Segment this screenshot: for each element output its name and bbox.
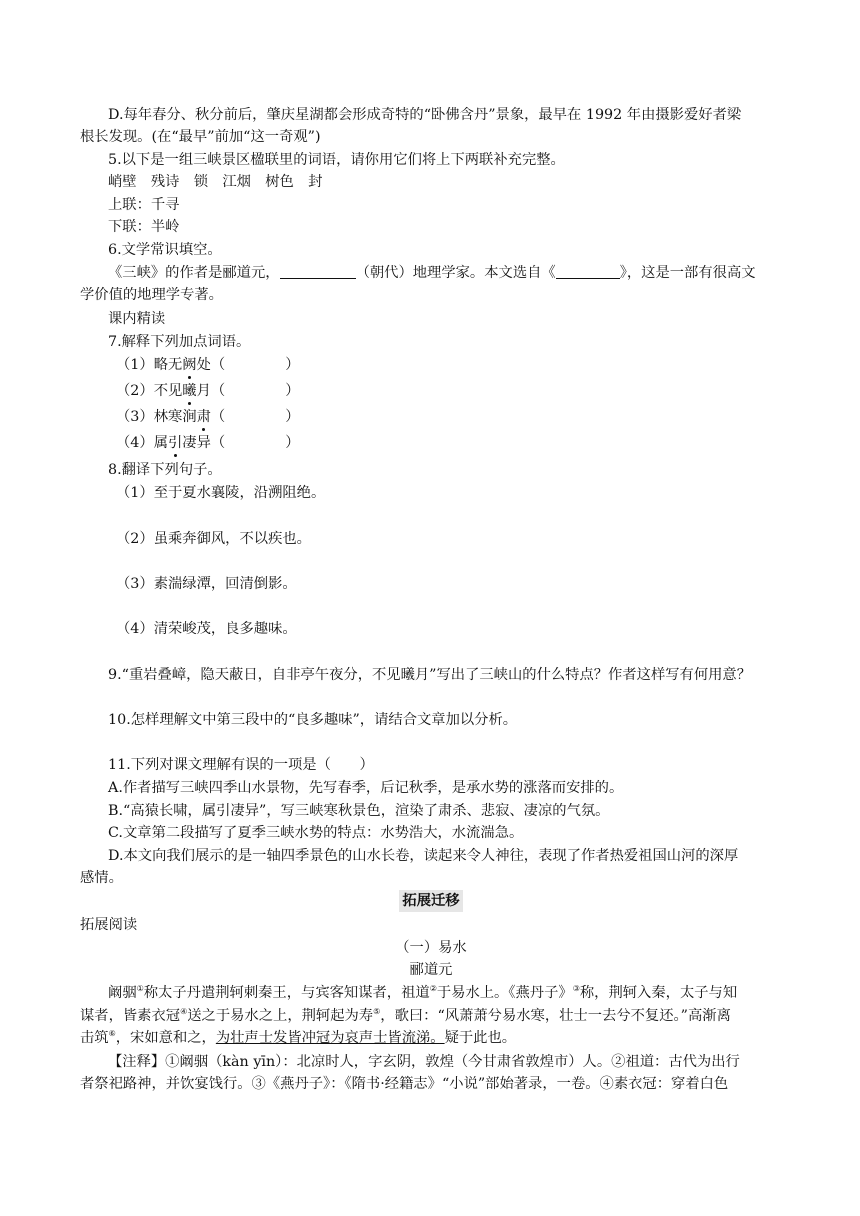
option-d-line2: 根长发现。(在“最早”前加“这一奇观”) xyxy=(80,129,321,145)
q8-item-1: （1）至于夏水襄陵，沿溯阻绝。 xyxy=(116,485,326,501)
q5-words: 峭壁 残诗 锁 江烟 树色 封 xyxy=(108,174,323,190)
book-title-blank[interactable] xyxy=(556,264,620,279)
option-d-line1: D.每年春分、秋分前后，肇庆星湖都会形成奇特的“卧佛含丹”景象，最早在 1992 年由摄影爱好者梁 xyxy=(108,107,742,123)
passage-line2: 谋者，皆素衣冠④送之于易水之上，荆轲起为寿⑤，歌曰：“风萧萧兮易水寒，壮士一去兮不复还。”高渐离 xyxy=(80,1007,731,1024)
q11-option-a: A.作者描写三峡四季山水景物，先写春季，后记秋季，是承水势的涨落而安排的。 xyxy=(108,780,624,796)
dotted-character: 肃 xyxy=(197,406,211,428)
dotted-character: 曦 xyxy=(182,380,196,402)
q8-item-4: （4）清荣峻茂，良多趣味。 xyxy=(116,621,297,637)
q11-stem: 11.下列对课文理解有误的一项是（ ） xyxy=(108,757,374,773)
dotted-character: 引 xyxy=(168,432,182,454)
q8-item-2: （2）虽乘奔御风，不以疾也。 xyxy=(116,531,311,547)
section-label-in-class: 课内精读 xyxy=(108,311,166,327)
q6-line2: 学价值的地理学专著。 xyxy=(80,287,223,303)
q10: 10.怎样理解文中第三段中的“良多趣味”，请结合文章加以分析。 xyxy=(108,712,518,728)
dotted-character: 阙 xyxy=(182,354,196,376)
passage-line1: 阚骃①称太子丹遣荆轲刺秦王，与宾客知谋者，祖道②于易水上。《燕丹子》③称，荆轲入秦，太子与知 xyxy=(108,984,738,1001)
extended-reading-label: 拓展阅读 xyxy=(80,917,138,933)
annotation-line1: 【注释】①阚骃（kàn yīn）：北凉时人，字玄阴，敦煌（今甘肃省敦煌市）人。②祖道：古代为出行 xyxy=(108,1054,740,1070)
q7-item-3: （3）林寒涧肃（ ） xyxy=(116,406,299,428)
q6-stem: 6.文学常识填空。 xyxy=(108,242,222,258)
section-heading xyxy=(80,890,782,912)
q7-item-1: （1）略无阙处（ ） xyxy=(116,354,299,376)
annotation-line2: 者祭祀路神，并饮宴饯行。③《燕丹子》：《隋书·经籍志》“小说”部始著录，一卷。④素衣冠：穿着白色 xyxy=(80,1076,729,1092)
q5-upper-couplet: 上联：千寻 xyxy=(108,197,180,213)
q11-option-c: C.文章第二段描写了夏季三峡水势的特点：水势浩大，水流湍急。 xyxy=(108,825,524,841)
underlined-sentence: 为壮声士发皆冲冠为哀声士皆流涕。 xyxy=(215,1030,445,1046)
q8-stem: 8.翻译下列句子。 xyxy=(108,462,222,478)
q11-option-b: B.“高猿长啸，属引凄异”，写三峡寒秋景色，渲染了肃杀、悲寂、凄凉的气氛。 xyxy=(108,803,610,819)
q7-item-2: （2）不见曦月（ ） xyxy=(116,380,299,402)
q7-stem: 7.解释下列加点词语。 xyxy=(108,334,251,350)
q11-option-d-line2: 感情。 xyxy=(80,870,123,886)
dynasty-blank[interactable] xyxy=(280,264,356,279)
q9: 9.“重岩叠嶂，隐天蔽日，自非亭午夜分，不见曦月”写出了三峡山的什么特点？作者这样写有何用意？ xyxy=(108,667,752,683)
q5-stem: 5.以下是一组三峡景区楹联里的词语，请你用它们将上下两联补充完整。 xyxy=(108,152,565,168)
q5-lower-couplet: 下联：半岭 xyxy=(108,219,180,235)
q8-item-3: （3）素湍绿潭，回清倒影。 xyxy=(116,576,297,592)
q11-option-d-line1: D.本文向我们展示的是一轴四季景色的山水长卷，读起来令人神往，表现了作者热爱祖国山河的深厚 xyxy=(108,848,739,864)
q6-line1: 《三峡》的作者是郦道元， （朝代）地理学家。本文选自《 》，这是一部有很高文 xyxy=(108,265,756,281)
passage-title: （一）易水 xyxy=(395,940,467,956)
passage-line3: 击筑⑥，宋如意和之，为壮声士发皆冲冠为哀声士皆流涕。疑于此也。 xyxy=(80,1029,517,1046)
section-heading-text: 拓展迁移 xyxy=(399,890,462,912)
passage-author: 郦道元 xyxy=(409,962,453,978)
q7-item-4: （4）属引凄异（ ） xyxy=(116,432,299,454)
